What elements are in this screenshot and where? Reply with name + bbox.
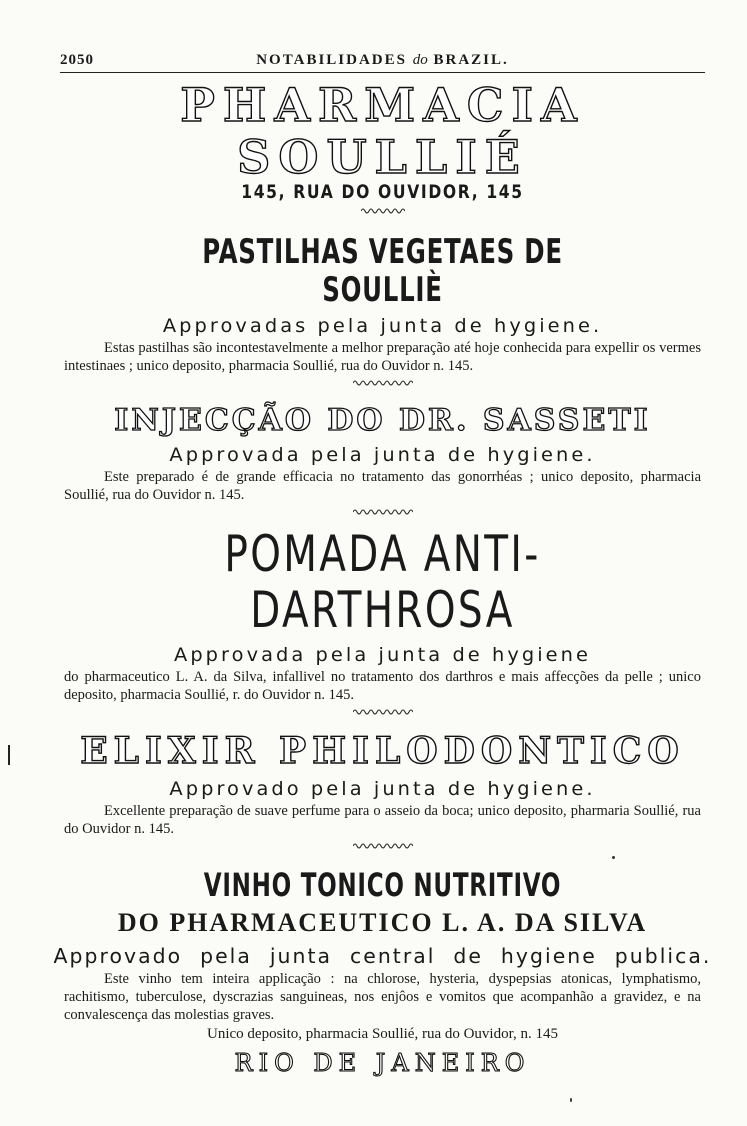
running-title bbox=[120, 52, 645, 69]
squiggle-divider bbox=[353, 842, 413, 850]
injeccao-approval: Approvada pela junta de hygiene. bbox=[169, 444, 596, 466]
speck bbox=[612, 856, 615, 859]
vinho-pharmaceutico: DO PHARMACEUTICO L. A. DA SILVA bbox=[117, 908, 648, 937]
elixir-text: Excellente preparação de suave perfume para o asseio da boca; unico deposito, pharmaria Soullié, rua do Ouvidor n. 145. bbox=[64, 803, 701, 837]
advertisement-page bbox=[53, 52, 712, 1077]
running-title-end: BRAZIL. bbox=[433, 52, 509, 68]
pomada-approval: Approvada pela junta de hygiene bbox=[174, 644, 591, 666]
elixir-heading: ELIXIR PHILODONTICO bbox=[80, 730, 685, 772]
pastilhas-heading: PASTILHAS VEGETAES DE SOULLIÈ bbox=[202, 232, 563, 310]
pomada-text: do pharmaceutico L. A. da Silva, infallivel no tratamento dos darthros e mais affecções da pelle ; unico deposito, pharmacia Soullié, r. do Ouvidor n. 145. bbox=[64, 669, 701, 703]
squiggle-divider bbox=[353, 379, 413, 387]
elixir-approval: Approvado pela junta de hygiene. bbox=[169, 778, 596, 800]
vinho-text: Este vinho tem inteira applicação : na chlorose, hysteria, dyspepsias atonicas, lymphatismo, rachitismo, tuberculose, dyscrazias sanguineas, nos enjôos e vomitos que acompanhão a gravidez, e na convalescença das molestias graves. bbox=[64, 971, 701, 1023]
running-title-small: do bbox=[412, 52, 428, 68]
injeccao-text: Este preparado é de grande efficacia no tratamento das gonorrhéas ; unico deposito, pharmacia Soullié, rua do Ouvidor n. 145. bbox=[64, 469, 701, 503]
pharmacy-address: 145, RUA DO OUVIDOR, 145 bbox=[241, 181, 524, 203]
pomada-heading: POMADA ANTI-DARTHROSA bbox=[224, 525, 541, 639]
injeccao-heading: INJECÇÃO DO DR. SASSETI bbox=[114, 403, 651, 438]
running-title-main: NOTABILIDADES bbox=[256, 52, 407, 68]
vinho-closing: Unico deposito, pharmacia Soullié, rua do Ouvidor, n. 145 bbox=[207, 1026, 558, 1042]
squiggle-divider bbox=[353, 708, 413, 716]
squiggle-divider bbox=[361, 207, 405, 215]
city-name: RIO DE JANEIRO bbox=[234, 1049, 531, 1077]
pharmacy-name: PHARMACIA SOULLIÉ bbox=[180, 78, 585, 184]
margin-mark bbox=[8, 745, 10, 765]
pastilhas-text: Estas pastilhas são incontestavelmente a melhor preparação até hoje conhecida para expellir os vermes intestinaes ; unico deposito, pharmacia Soullié, rua do Ouvidor n. 145. bbox=[64, 340, 701, 374]
vinho-approval: Approvado pela junta central de hygiene publica. bbox=[53, 944, 712, 968]
vinho-heading: VINHO TONICO NUTRITIVO bbox=[203, 866, 562, 904]
running-header bbox=[60, 52, 705, 73]
squiggle-divider bbox=[353, 508, 413, 516]
pastilhas-approval: Approvadas pela junta de hygiene. bbox=[162, 315, 603, 337]
page-number: 2050 bbox=[60, 52, 94, 68]
speck bbox=[570, 1098, 572, 1102]
